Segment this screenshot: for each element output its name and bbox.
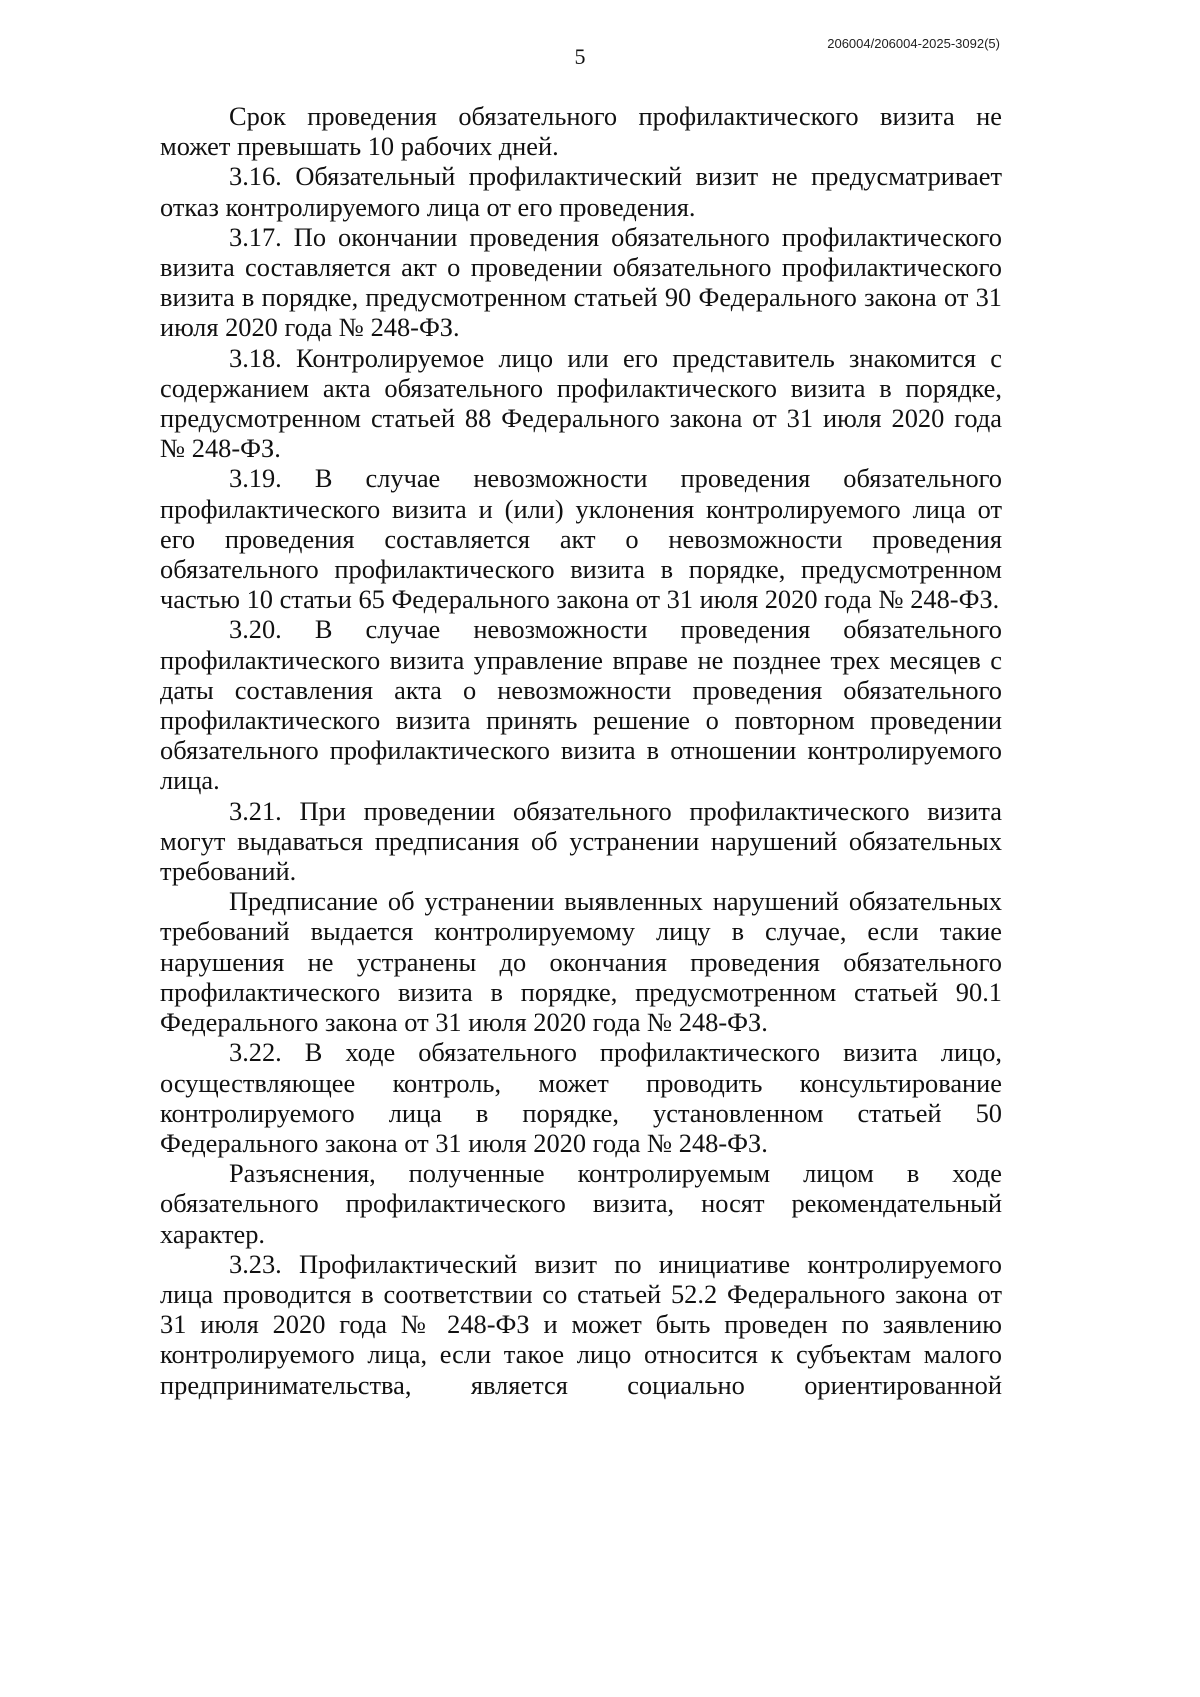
paragraph-3-22: 3.22. В ходе обязательного профилактического визита лицо, осуществляющее контроль, может проводить консультирование контролируемого лица в порядке, установленном статьей 50 Федерального закона от 31 июля 2020 года № 248-ФЗ. (160, 1037, 1002, 1158)
paragraph-3-21: 3.21. При проведении обязательного профилактического визита могут выдаваться предписания об устранении нарушений обязательных требований. (160, 795, 1002, 887)
paragraph-3-23: 3.23. Профилактический визит по инициативе контролируемого лица проводится в соответствии со статьей 52.2 Федерального закона от 31 июля 2020 года № 248-ФЗ и может быть проведен по заявлению контролируемого лица, если такое лицо относится к субъектам малого предпринимательства, является социально ориентированной (160, 1248, 1002, 1400)
paragraph-prescription: Предписание об устранении выявленных нарушений обязательных требований выдается контролируемому лицу в случае, если такие нарушения не устранены до окончания проведения обязательного профилактического визита в порядке, предусмотренном статьей 90.1 Федерального закона от 31 июля 2020 года № 248-ФЗ. (160, 886, 1002, 1038)
paragraph-3-20: 3.20. В случае невозможности проведения обязательного профилактического визита управление вправе не позднее трех месяцев с даты составления акта о невозможности проведения обязательного профилактического визита принять решение о повторном проведении обязательного профилактического визита в отношении контролируемого лица. (160, 614, 1002, 796)
document-registration-number: 206004/206004-2025-3092(5) (827, 36, 1000, 51)
paragraph-3-16: 3.16. Обязательный профилактический визит не предусматривает отказ контролируемого лица от его проведения. (160, 161, 1002, 222)
paragraph-visit-duration: Срок проведения обязательного профилактического визита не может превышать 10 рабочих дней. (160, 101, 1002, 162)
paragraph-3-19: 3.19. В случае невозможности проведения обязательного профилактического визита и (или) уклонения контролируемого лица от его проведения составляется акт о невозможности проведения обязательного профилактического визита в порядке, предусмотренном частью 10 статьи 65 Федерального закона от 31 июля 2020 года № 248-ФЗ. (160, 463, 1002, 615)
paragraph-explanations: Разъяснения, полученные контролируемым лицом в ходе обязательного профилактического визита, носят рекомендательный характер. (160, 1158, 1002, 1249)
paragraph-3-18: 3.18. Контролируемое лицо или его представитель знакомится с содержанием акта обязательного профилактического визита в порядке, предусмотренном статьей 88 Федерального закона от 31 июля 2020 года № 248-ФЗ. (160, 342, 1002, 464)
paragraph-3-17: 3.17. По окончании проведения обязательного профилактического визита составляется акт о проведении обязательного профилактического визита в порядке, предусмотренном статьей 90 Федерального закона от 31 июля 2020 года № 248-ФЗ. (160, 221, 1002, 343)
document-body (160, 101, 1002, 1400)
page-number: 5 (574, 44, 586, 69)
